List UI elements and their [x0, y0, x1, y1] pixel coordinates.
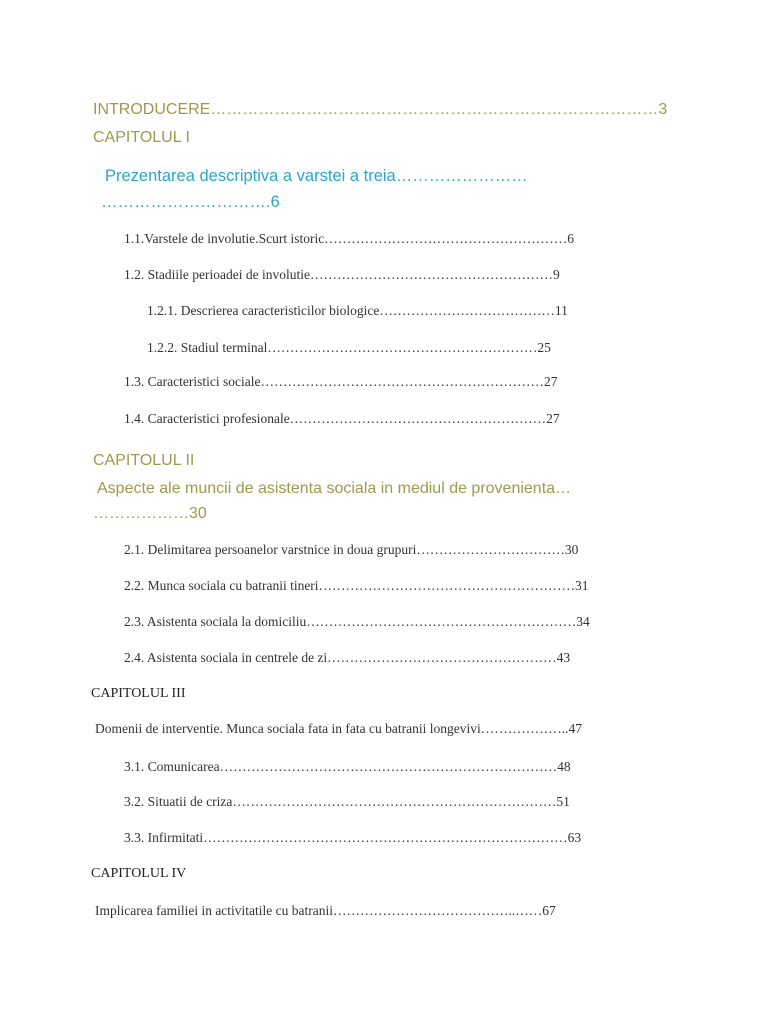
toc-entry-1-2: 1.2. Stadiile perioadei de involutie………………………………………………9 — [124, 267, 560, 282]
toc-entry-1-2-1: 1.2.1. Descrierea caracteristicilor biologice…………………………………11 — [147, 303, 568, 318]
chapter-1-title: Prezentarea descriptiva a varstei a treia…………………… — [105, 167, 528, 185]
toc-entry-1-1: 1.1.Varstele de involutie.Scurt istoric………………………………………………6 — [124, 231, 574, 246]
toc-entry-1-4: 1.4. Caracteristici profesionale…………………………………………………27 — [124, 411, 560, 426]
toc-entry-3-3: 3.3. Infirmitati………………………………………………………………………63 — [124, 830, 582, 845]
toc-entry-1-3: 1.3. Caracteristici sociale………………………………………………………27 — [124, 374, 558, 389]
toc-entry-2-4: 2.4. Asistenta sociala in centrele de zi……………………………………………43 — [124, 650, 571, 665]
toc-entry-3-1: 3.1. Comunicarea…………………………………………………………………48 — [124, 759, 571, 774]
toc-entry-2-1: 2.1. Delimitarea persoanelor varstnice in doua grupuri……………………………30 — [124, 542, 579, 557]
toc-entry-2-2: 2.2. Munca sociala cu batranii tineri…………………………………………………31 — [124, 578, 589, 593]
chapter-3-title: Domenii de interventie. Munca sociala fata in fata cu batranii longevivi………………..47 — [95, 721, 582, 736]
chapter-4-heading: CAPITOLUL IV — [91, 866, 187, 881]
toc-introducere: INTRODUCERE…………………………………………………………………………3 — [93, 101, 668, 118]
chapter-3-heading: CAPITOLUL III — [91, 686, 186, 701]
chapter-2-title: Aspecte ale muncii de asistenta sociala in mediul de provenienta… — [97, 480, 572, 497]
toc-entry-2-3: 2.3. Asistenta sociala la domiciliu……………………………………………………34 — [124, 614, 590, 629]
toc-entry-1-2-2: 1.2.2. Stadiul terminal……………………………………………………25 — [147, 340, 551, 355]
chapter-1-heading: CAPITOLUL I — [93, 129, 190, 146]
chapter-2-title-cont: ………………30 — [93, 505, 207, 522]
toc-entry-3-2: 3.2. Situatii de criza………………………………………………………………51 — [124, 794, 570, 809]
chapter-1-title-cont: ………………………….6 — [101, 193, 280, 211]
chapter-2-heading: CAPITOLUL II — [93, 452, 195, 469]
chapter-4-title: Implicarea familiei in activitatile cu batranii…………………………………..……67 — [95, 903, 556, 918]
